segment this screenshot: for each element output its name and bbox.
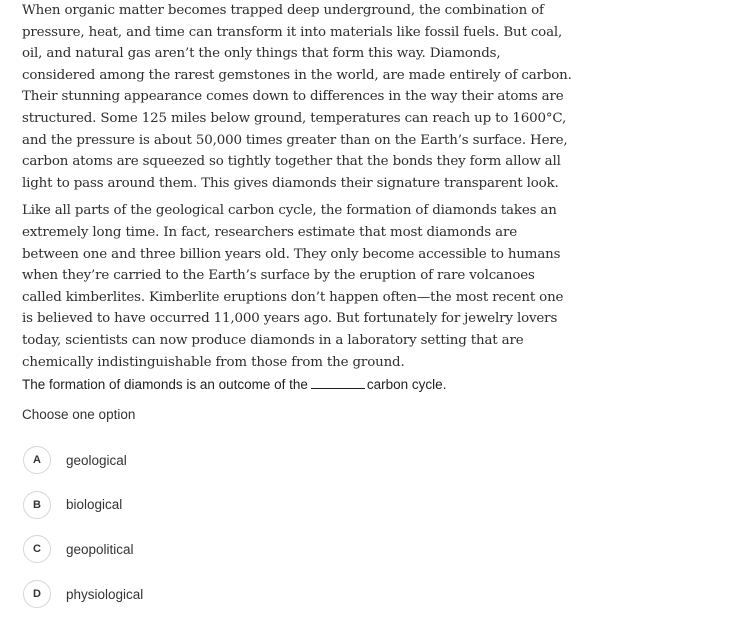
option-label: physiological [66, 586, 144, 602]
option-letter-badge: B [23, 491, 51, 519]
answer-blank [311, 376, 365, 389]
option-c[interactable] [23, 534, 143, 564]
reading-passage [22, 0, 572, 379]
passage-paragraph: When organic matter becomes trapped deep underground, the combination of pressure, heat, and time can transform it into materials like fossil fuels. But coal, oil, and natural gas aren’t the only things that form this way. Diamonds, considered among the rarest gemstones in the world, are made entirely of carbon. Their stunning appearance comes down to differences in the way their atoms are structured. Some 125 miles below ground, temperatures can reach up to 1600°C, and the pressure is about 50,000 times greater than on the Earth’s surface. Here, carbon atoms are squeezed so tightly together that the bonds they form allow all light to pass around them. This gives diamonds their signature transparent look. [22, 3, 572, 191]
option-letter-badge: D [23, 580, 51, 608]
option-label: geopolitical [66, 541, 134, 557]
option-label: geological [66, 452, 127, 468]
instruction-text: Choose one option [22, 407, 136, 422]
question-text [22, 376, 446, 392]
option-a[interactable] [23, 445, 143, 475]
option-d[interactable] [23, 579, 143, 609]
option-label: biological [66, 497, 123, 513]
passage-paragraph: Like all parts of the geological carbon cycle, the formation of diamonds takes an extremely long time. In fact, researchers estimate that most diamonds are between one and three billion years old. They only become accessible to humans when they’re carried to the Earth’s surface by the eruption of rare volcanoes called kimberlites. Kimberlite eruptions don’t happen often—the most recent one is believed to have occurred 11,000 years ago. But fortunately for jewelry lovers today, scientists can now produce diamonds in a laboratory setting that are chemically indistinguishable from those from the ground. [22, 203, 564, 370]
question-tail: carbon cycle. [366, 377, 447, 392]
question-stem: The formation of diamonds is an outcome of the [22, 377, 308, 392]
option-letter-badge: A [23, 446, 51, 474]
option-letter-badge: C [23, 535, 51, 563]
answer-options [23, 445, 143, 624]
option-b[interactable] [23, 490, 143, 520]
